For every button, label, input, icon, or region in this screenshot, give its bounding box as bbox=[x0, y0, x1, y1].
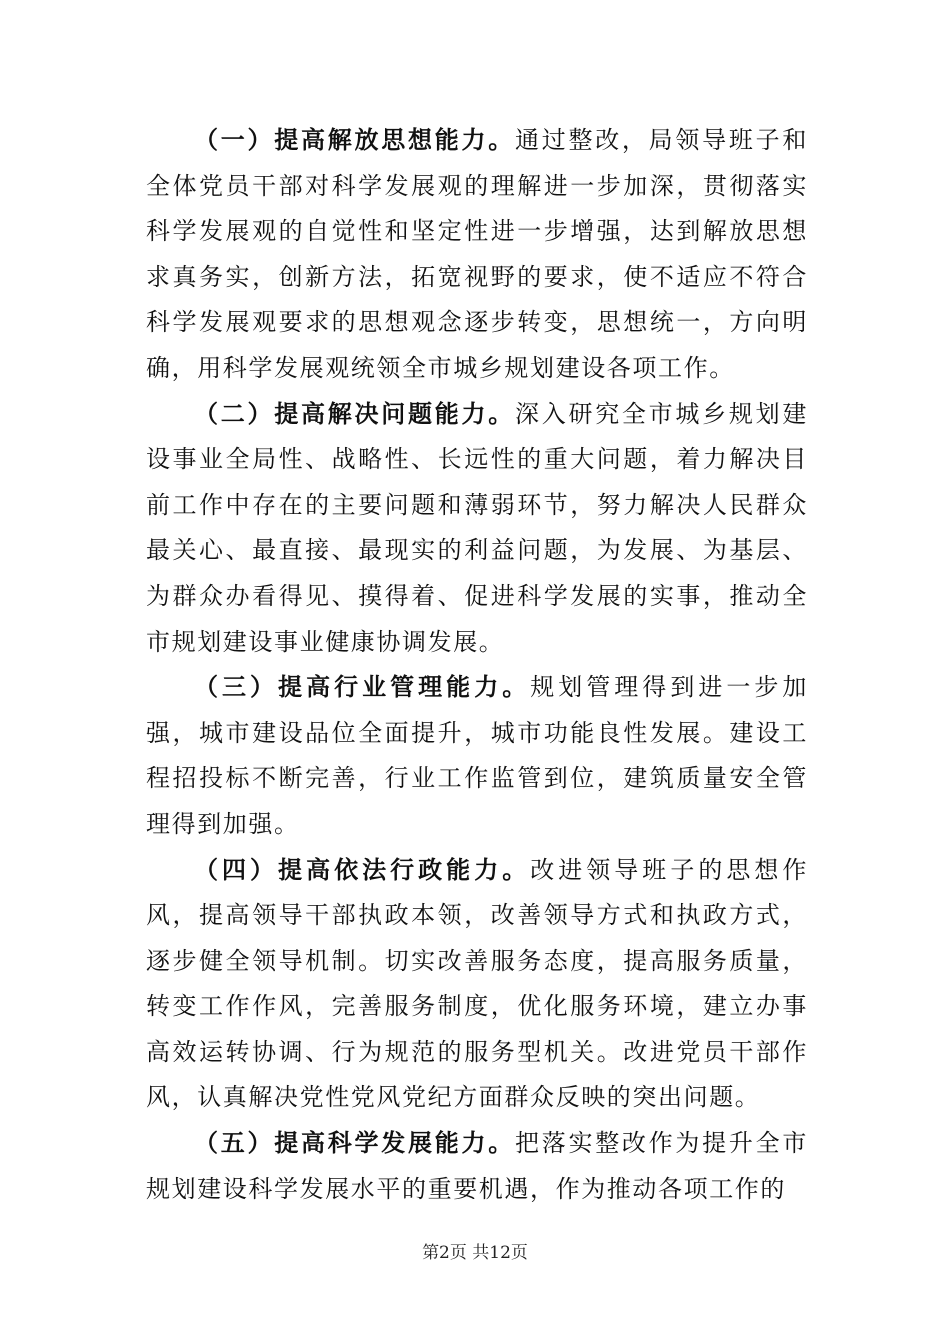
document-body bbox=[146, 118, 808, 1212]
paragraph-2-text: 深入研究全市城乡规划建设事业全局性、战略性、长远性的重大问题，着力解决目前工作中存在的主要问题和薄弱环节，努力解决人民群众最关心、最直接、最现实的利益问题，为发展、为基层、为群众办看得见、摸得着、促进科学发展的实事，推动全市规划建设事业健康协调发展。 bbox=[146, 399, 809, 656]
page-number-footer: 第2页 共12页 bbox=[422, 1243, 528, 1263]
paragraph-3-heading: （三）提高行业管理能力。 bbox=[194, 673, 531, 702]
paragraph-3-text: 规划管理得到进一步加强，城市建设品位全面提升，城市功能良性发展。建设工程招投标不断完善，行业工作监管到位，建筑质量安全管理得到加强。 bbox=[146, 673, 809, 838]
paragraph-1-heading: （一）提高解放思想能力。 bbox=[194, 126, 515, 154]
paragraph-3 bbox=[146, 665, 808, 847]
paragraph-4-text: 改进领导班子的思想作风，提高领导干部执政本领，改善领导方式和执政方式，逐步健全领导机制。切实改善服务态度，提高服务质量，转变工作作风，完善服务制度，优化服务环境，建立办事高效运转协调、行为规范的服务型机关。改进党员干部作风，认真解决党性党风党纪方面群众反映的突出问题。 bbox=[146, 855, 809, 1112]
paragraph-5 bbox=[146, 1121, 808, 1212]
paragraph-4 bbox=[146, 848, 808, 1122]
paragraph-5-heading: （五）提高科学发展能力。 bbox=[194, 1129, 515, 1158]
paragraph-5-text: 把落实整改作为提升全市规划建设科学发展水平的重要机遇，作为推动各项工作的 bbox=[146, 1129, 809, 1203]
paragraph-4-heading: （四）提高依法行政能力。 bbox=[194, 855, 531, 884]
paragraph-2 bbox=[146, 392, 808, 666]
paragraph-1 bbox=[146, 118, 808, 392]
paragraph-1-text: 通过整改，局领导班子和全体党员干部对科学发展观的理解进一步加深，贯彻落实科学发展观的自觉性和坚定性进一步增强，达到解放思想求真务实，创新方法，拓宽视野的要求，使不适应不符合科学发展观要求的思想观念逐步转变，思想统一，方向明确，用科学发展观统领全市城乡规划建设各项工作。 bbox=[146, 126, 809, 382]
paragraph-2-heading: （二）提高解决问题能力。 bbox=[194, 399, 515, 428]
